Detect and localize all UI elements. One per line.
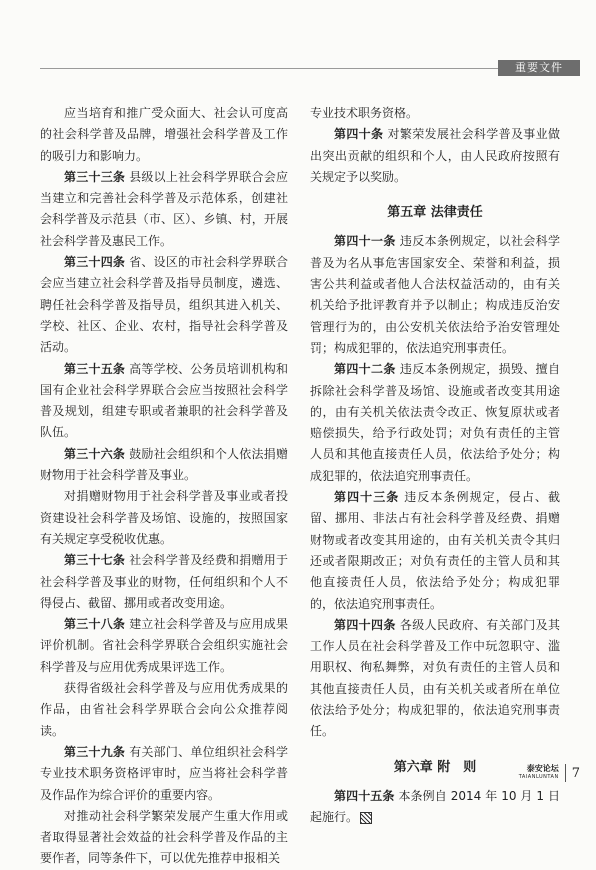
article-number: 第四十三条	[334, 490, 400, 505]
article-paragraph	[310, 786, 560, 829]
article-number: 第三十六条	[64, 446, 126, 461]
article-paragraph	[310, 124, 560, 188]
footer-brand-en: TAIANLUNTAN	[518, 774, 559, 780]
article-text: 对推动社会科学繁荣发展产生重大作用或者取得显著社会效益的社会科学普及作品的主要作者，同等条件下，可以优先推荐申报相关	[40, 808, 288, 866]
paragraph	[310, 103, 560, 124]
article-number: 第三十四条	[64, 255, 126, 270]
paragraph	[40, 486, 288, 550]
article-text: 县级以上社会科学界联合会应当建立和完善社会科学普及示范体系，创建社会科学普及示范县（市、区）、乡镇、村，开展社会科学普及惠民工作。	[40, 169, 288, 248]
footer-divider	[565, 764, 566, 782]
paragraph	[40, 103, 288, 167]
left-column	[40, 103, 288, 870]
article-text: 建立社会科学普及与应用成果评价机制。省社会科学界联合会组织实施社会科学普及与应用优秀成果评选工作。	[40, 617, 288, 674]
article-number: 第四十条	[334, 127, 384, 142]
section-tag: 重要文件	[498, 60, 580, 76]
paragraph	[40, 806, 288, 870]
article-paragraph	[40, 359, 288, 444]
chapter-heading: 第五章 法律责任	[387, 205, 483, 221]
article-text: 违反本条例规定，损毁、擅自拆除社会科学普及场馆、设施或者改变其用途的，由有关机关依法责令改正、恢复原状或者赔偿损失，给予行政处罚；对负有责任的主管人员和其他直接责任人员，依法给予处分；构成犯罪的，依法追究刑事责任。	[310, 362, 560, 483]
article-text: 获得省级社会科学普及与应用优秀成果的作品，由省社会科学界联合会向公众推荐阅读。	[40, 681, 288, 738]
footer-brand	[519, 764, 559, 782]
article-text: 专业技术职务资格。	[310, 106, 419, 120]
article-paragraph	[310, 615, 560, 743]
article-text: 本条例自 2014 年 10 月 1 日起施行。	[310, 788, 560, 825]
end-mark-icon	[360, 812, 372, 824]
page-footer	[519, 762, 580, 784]
article-number: 第四十四条	[334, 617, 396, 632]
article-paragraph	[40, 444, 288, 487]
article-number: 第四十一条	[334, 234, 396, 249]
article-paragraph	[310, 231, 560, 359]
paragraph	[40, 678, 288, 742]
chapter-heading: 第六章 附 则	[393, 759, 477, 775]
article-text: 违反本条例规定，侵占、截留、挪用、非法占有社会科学普及经费、捐赠财物或者改变其用途的，由有关机关责令其归还或者限期改正；对负有责任的主管人员和其他直接责任人员，依法给予处分；构成犯罪的，依法追究刑事责任。	[310, 490, 560, 611]
article-paragraph	[40, 167, 288, 252]
article-text: 社会科学普及经费和捐赠用于社会科学普及事业的财物，任何组织和个人不得侵占、截留、挪用或者改变用途。	[40, 553, 288, 610]
article-text: 鼓励社会组织和个人依法捐赠财物用于社会科学普及事业。	[40, 446, 288, 483]
article-paragraph	[310, 359, 560, 487]
page-number: 7	[571, 765, 580, 781]
article-text: 高等学校、公务员培训机构和国有企业社会科学界联合会应当按照社会科学普及规划，组建专职或者兼职的社会科学普及队伍。	[40, 361, 288, 440]
article-number: 第三十七条	[64, 553, 126, 568]
article-paragraph	[310, 487, 560, 615]
article-text: 有关部门、单位组织社会科学专业技术职务资格评审时，应当将社会科学普及作品作为综合评价的重要内容。	[40, 744, 288, 802]
article-text: 省、设区的市社会科学界联合会应当建立社会科学普及指导员制度，遴选、聘任社会科学普及指导员，组织其进入机关、学校、社区、企业、农村，指导社会科学普及活动。	[40, 255, 288, 355]
article-text: 对繁荣发展社会科学普及事业做出突出贡献的组织和个人，由人民政府按照有关规定予以奖励。	[310, 127, 560, 184]
article-number: 第三十八条	[64, 617, 126, 632]
footer-brand-name: 泰安论坛	[526, 764, 559, 773]
right-column	[310, 103, 560, 829]
article-paragraph	[40, 252, 288, 358]
article-number: 第三十九条	[64, 744, 126, 759]
article-paragraph	[40, 614, 288, 678]
article-text: 各级人民政府、有关部门及其工作人员在社会科学普及工作中玩忽职守、滥用职权、徇私舞弊，对负有责任的主管人员和其他直接责任人员，由有关机关或者所在单位依法给予处分；构成犯罪的，依法追究刑事责任。	[310, 617, 560, 739]
article-text: 对捐赠财物用于社会科学普及事业或者投资建设社会科学普及场馆、设施的，按照国家有关规定享受税收优惠。	[40, 489, 288, 546]
article-number: 第四十二条	[334, 362, 396, 377]
article-paragraph	[40, 550, 288, 614]
article-paragraph	[40, 742, 288, 806]
article-number: 第三十五条	[64, 361, 126, 376]
article-number: 第四十五条	[334, 788, 395, 803]
article-text: 应当培育和推广受众面大、社会认可度高的社会科学普及品牌，增强社会科学普及工作的吸引力和影响力。	[40, 106, 288, 163]
article-number: 第三十三条	[64, 169, 126, 184]
article-text: 违反本条例规定，以社会科学普及为名从事危害国家安全、荣誉和利益，损害公共利益或者他人合法权益活动的，由有关机关给予批评教育并予以制止；构成违反治安管理行为的，由公安机关依法给予治安管理处罚；构成犯罪的，依法追究刑事责任。	[310, 234, 560, 355]
